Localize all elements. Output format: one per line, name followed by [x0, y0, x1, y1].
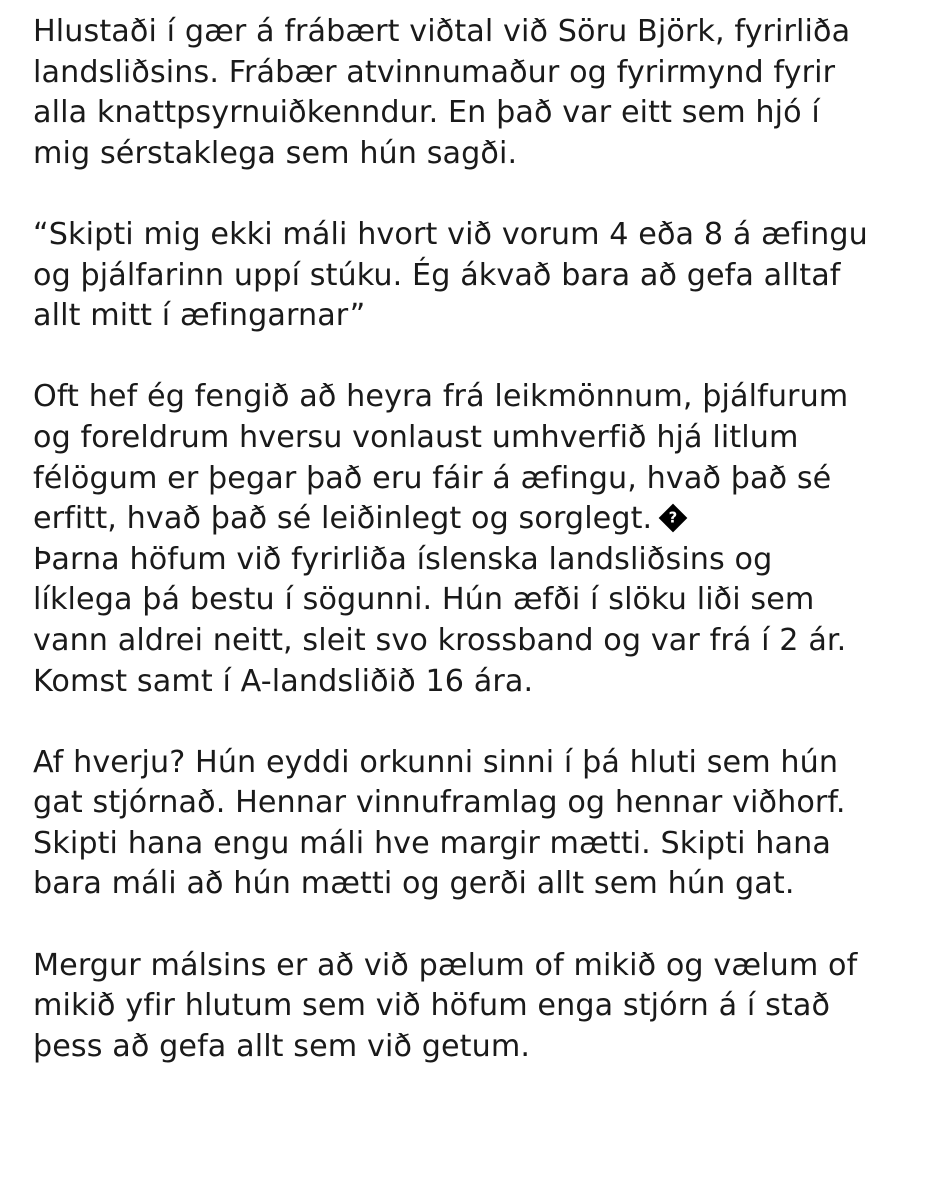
text-line: Komst samt í A-landsliðið 16 ára. [33, 663, 534, 699]
text-line: þess að gefa allt sem við getum. [33, 1028, 531, 1064]
text-line: alla knattpsyrnuiðkenndur. En það var eitt sem hjó í [33, 95, 820, 131]
text-line: bara máli að hún mætti og gerði allt sem hún gat. [33, 866, 795, 902]
replacement-character-icon [659, 504, 688, 533]
text-line: Mergur málsins er að við pælum of mikið og vælum of [33, 947, 858, 983]
text-line: mikið yfir hlutum sem við höfum enga stjórn á í stað [33, 988, 831, 1024]
text-line: og þjálfarinn uppí stúku. Ég ákvað bara að gefa alltaf [33, 257, 841, 293]
paragraph-quote [33, 215, 923, 337]
paragraph-intro [33, 12, 923, 174]
text-line: Oft hef ég fengið að heyra frá leikmönnum, þjálfurum [33, 379, 849, 415]
paragraph-conclusion [33, 946, 923, 1068]
text-line-with-glyph [33, 499, 923, 540]
text-line: Þarna höfum við fyrirliða íslenska landsliðsins og [33, 541, 773, 577]
text-line: “Skipti mig ekki máli hvort við vorum 4 eða 8 á æfingu [33, 216, 868, 252]
text-line: líklega þá bestu í sögunni. Hún æfði í slöku liði sem [33, 582, 815, 618]
text-line: vann aldrei neitt, sleit svo krossband og var frá í 2 ár. [33, 622, 847, 658]
paragraph-reason [33, 743, 923, 905]
text-line: landsliðsins. Frábær atvinnumaður og fyrirmynd fyrir [33, 54, 836, 90]
text-line: allt mitt í æfingarnar” [33, 298, 366, 334]
text-line: gat stjórnað. Hennar vinnuframlag og hennar viðhorf. [33, 785, 846, 821]
text-line: Hlustaði í gær á frábært viðtal við Söru Björk, fyrirliða [33, 14, 851, 49]
text-line: félögum er þegar það eru fáir á æfingu, hvað það sé [33, 460, 832, 496]
paragraph-story [33, 377, 923, 702]
text-line: erfitt, hvað það sé leiðinlegt og sorglegt. [33, 501, 653, 537]
note-document [33, 12, 923, 1067]
text-line: Af hverju? Hún eyddi orkunni sinni í þá hluti sem hún [33, 744, 839, 780]
text-line: Skipti hana engu máli hve margir mætti. Skipti hana [33, 825, 831, 861]
text-line: mig sérstaklega sem hún sagði. [33, 135, 518, 171]
text-line: og foreldrum hversu vonlaust umhverfið hjá litlum [33, 419, 799, 455]
